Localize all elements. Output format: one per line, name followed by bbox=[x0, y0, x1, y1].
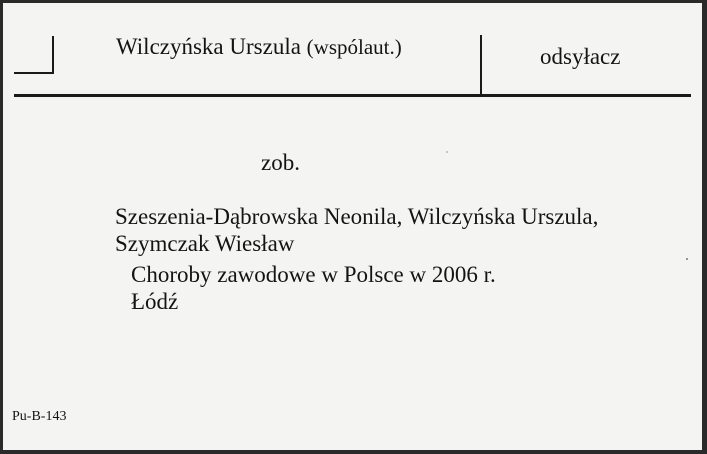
card-signature: Pu-B-143 bbox=[12, 409, 67, 424]
scan-speck bbox=[446, 151, 448, 153]
catalog-card bbox=[3, 3, 702, 450]
authors-line-1: Szeszenia-Dąbrowska Neonila, Wilczyńska Urszula, bbox=[115, 204, 599, 229]
reference-title: Choroby zawodowe w Polsce w 2006 r. bbox=[131, 262, 496, 287]
heading-rule bbox=[14, 94, 691, 97]
heading-divider bbox=[480, 35, 482, 96]
scan-speck bbox=[686, 258, 688, 260]
heading-role: (wspólaut.) bbox=[306, 35, 402, 59]
corner-mark-vertical bbox=[52, 36, 54, 74]
card-type-label: odsyłacz bbox=[540, 44, 621, 69]
reference-place: Łódź bbox=[131, 289, 179, 314]
reference-authors bbox=[115, 203, 598, 257]
card-heading bbox=[116, 33, 402, 61]
see-reference-label: zob. bbox=[261, 150, 300, 175]
corner-mark-horizontal bbox=[14, 72, 54, 74]
authors-line-2: Szymczak Wiesław bbox=[115, 231, 295, 256]
heading-name: Wilczyńska Urszula bbox=[116, 34, 301, 59]
